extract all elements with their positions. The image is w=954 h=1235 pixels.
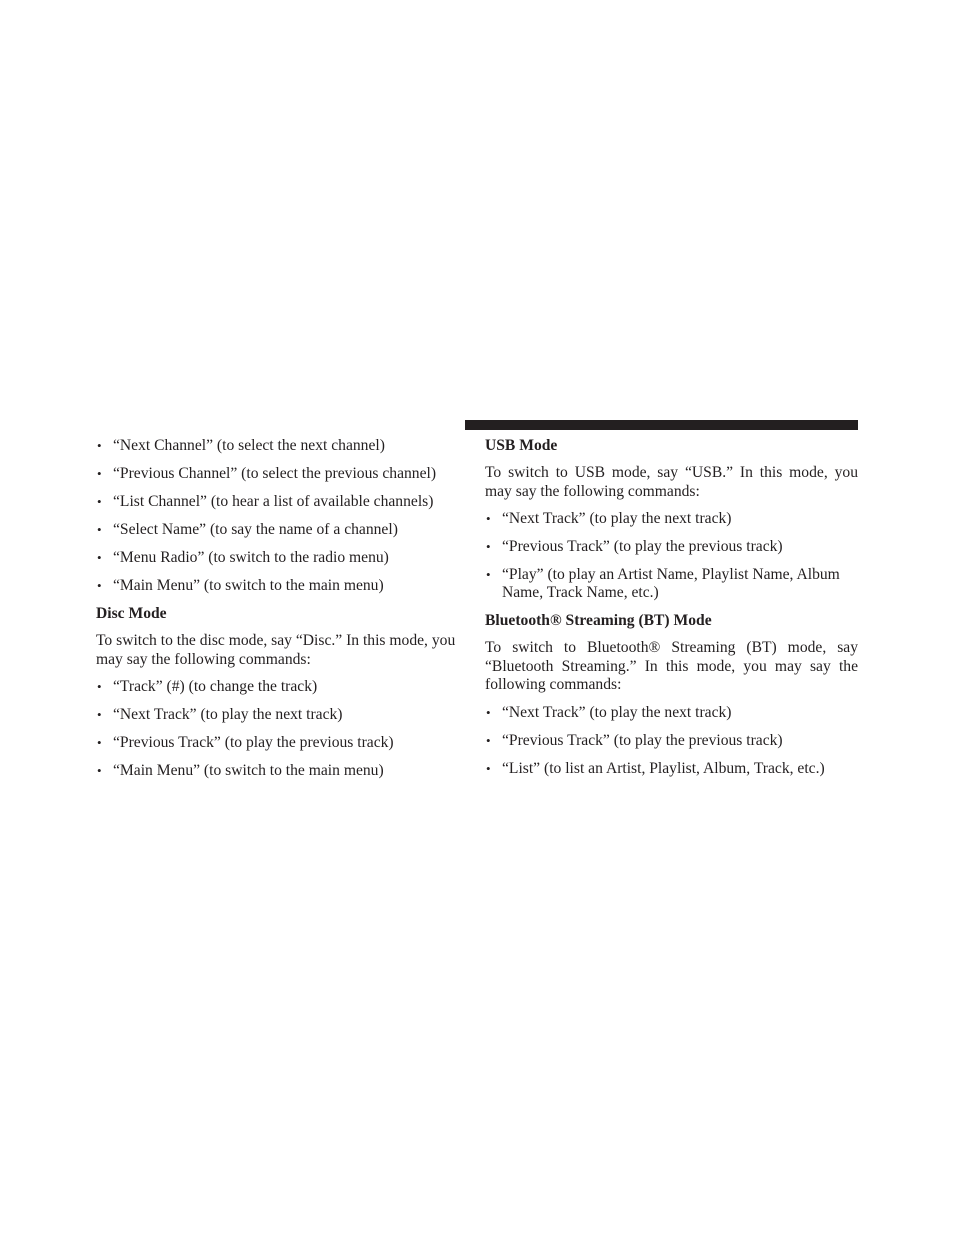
list-item: • “Previous Channel” (to select the previous channel) bbox=[97, 465, 437, 482]
bullet-icon: • bbox=[486, 760, 491, 776]
bullet-icon: • bbox=[97, 763, 102, 778]
section-divider-bar bbox=[465, 420, 858, 430]
bullet-icon: • bbox=[486, 567, 491, 582]
disc-mode-heading: Disc Mode bbox=[96, 605, 167, 622]
list-item: • “Previous Track” (to play the previous track) bbox=[486, 538, 783, 555]
bullet-icon: • bbox=[97, 679, 102, 694]
bullet-icon: • bbox=[97, 550, 102, 565]
disc-commands-list bbox=[96, 678, 470, 780]
right-column bbox=[485, 437, 858, 788]
list-item: • “Next Track” (to play the next track) bbox=[486, 703, 732, 721]
list-item: • “Play” (to play an Artist Name, Playlist Name, Album Name, Track Name, etc.) bbox=[486, 566, 840, 601]
bluetooth-mode-heading: Bluetooth® Streaming (BT) Mode bbox=[485, 612, 712, 629]
bullet-icon: • bbox=[97, 735, 102, 750]
bullet-icon: • bbox=[97, 494, 102, 509]
bullet-icon: • bbox=[97, 466, 102, 481]
bullet-icon: • bbox=[97, 707, 102, 722]
list-item: • “List Channel” (to hear a list of available channels) bbox=[97, 493, 434, 510]
bullet-icon: • bbox=[97, 438, 102, 453]
list-item: • “List” (to list an Artist, Playlist, Album, Track, etc.) bbox=[486, 759, 825, 777]
channel-commands-list bbox=[96, 437, 470, 595]
list-item: • “Previous Track” (to play the previous track) bbox=[486, 731, 783, 749]
bullet-icon: • bbox=[97, 522, 102, 537]
disc-mode-intro: To switch to the disc mode, say “Disc.” In this mode, you may say the following commands: bbox=[96, 632, 456, 668]
bullet-icon: • bbox=[486, 704, 491, 720]
bullet-icon: • bbox=[97, 578, 102, 593]
list-item: • “Select Name” (to say the name of a channel) bbox=[97, 521, 398, 538]
list-item: • “Menu Radio” (to switch to the radio menu) bbox=[97, 549, 389, 566]
list-item: • “Track” (#) (to change the track) bbox=[97, 678, 318, 695]
bluetooth-commands-list bbox=[485, 704, 858, 778]
left-column bbox=[96, 437, 470, 790]
list-item: • “Next Track” (to play the next track) bbox=[97, 706, 343, 723]
list-item: • “Next Track” (to play the next track) bbox=[486, 510, 732, 527]
list-item: • “Main Menu” (to switch to the main menu) bbox=[97, 762, 384, 779]
list-item: • “Main Menu” (to switch to the main menu) bbox=[97, 577, 384, 594]
bullet-icon: • bbox=[486, 511, 491, 526]
usb-commands-list bbox=[485, 510, 858, 602]
list-item: • “Next Channel” (to select the next channel) bbox=[97, 437, 385, 454]
usb-mode-intro: To switch to USB mode, say “USB.” In this mode, you may say the following commands: bbox=[485, 464, 858, 500]
bluetooth-mode-intro: To switch to Bluetooth® Streaming (BT) mode, say “Bluetooth Streaming.” In this mode, you may say the following commands: bbox=[485, 639, 858, 693]
usb-mode-heading: USB Mode bbox=[485, 437, 558, 454]
list-item: • “Previous Track” (to play the previous track) bbox=[97, 734, 394, 751]
bullet-icon: • bbox=[486, 539, 491, 554]
bullet-icon: • bbox=[486, 732, 491, 748]
